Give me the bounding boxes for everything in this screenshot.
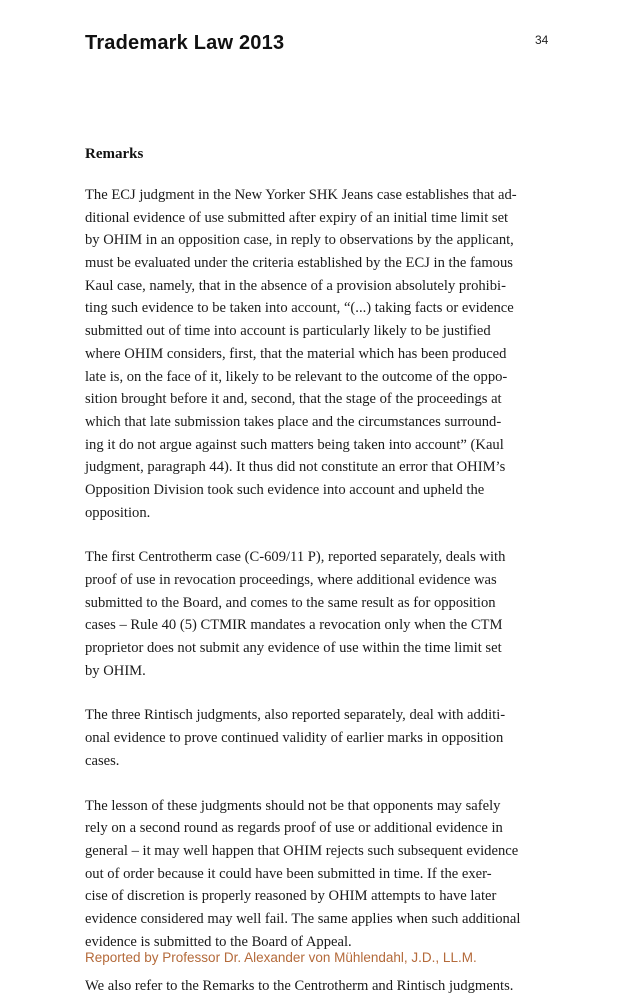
text-line: which that late submission takes place and the circumstances surround-: [85, 413, 502, 430]
text-line: The ECJ judgment in the New Yorker SHK Jeans case establishes that ad-: [85, 187, 517, 203]
text-line: out of order because it could have been submitted in time. If the exer-: [85, 865, 492, 882]
text-line: by OHIM in an opposition case, in reply to observations by the applicant,: [85, 232, 514, 249]
text-line: We also refer to the Remarks to the Centrotherm and Rintisch judgments.: [85, 978, 514, 995]
section-heading: Remarks: [85, 146, 144, 162]
text-line: opposition.: [85, 504, 151, 521]
text-line: submitted out of time into account is particularly likely to be justified: [85, 323, 491, 340]
paragraph: [85, 546, 555, 682]
text-line: evidence considered may well fail. The same applies when such additional: [85, 910, 521, 927]
text-line: evidence is submitted to the Board of Appeal.: [85, 933, 352, 950]
text-line: ditional evidence of use submitted after expiry of an initial time limit set: [85, 209, 509, 226]
text-line: must be evaluated under the criteria established by the ECJ in the famous: [85, 255, 513, 272]
author-credit: Reported by Professor Dr. Alexander von Mühlendahl, J.D., LL.M.: [85, 950, 477, 965]
paragraph: [85, 795, 555, 954]
text-line: submitted to the Board, and comes to the same result as for opposition: [85, 594, 496, 611]
text-line: proof of use in revocation proceedings, where additional evidence was: [85, 572, 497, 588]
text-line: onal evidence to prove continued validity of earlier marks in opposition: [85, 730, 504, 747]
text-line: sition brought before it and, second, that the stage of the proceedings at: [85, 391, 502, 408]
text-line: The first Centrotherm case (C-609/11 P), reported separately, deals with: [85, 549, 506, 566]
text-line: where OHIM considers, first, that the material which has been produced: [85, 345, 507, 362]
paragraph: [85, 975, 555, 998]
text-line: judgment, paragraph 44). It thus did not constitute an error that OHIM’s: [85, 459, 506, 476]
page-number: 34: [535, 33, 549, 47]
text-line: rely on a second round as regards proof of use or additional evidence in: [85, 820, 503, 837]
text-line: Opposition Division took such evidence into account and upheld the: [85, 481, 485, 498]
page-title: Trademark Law 2013: [85, 32, 285, 54]
paragraph: [85, 184, 555, 524]
text-line: The lesson of these judgments should not be that opponents may safely: [85, 797, 501, 814]
text-line: late is, on the face of it, likely to be relevant to the outcome of the oppo-: [85, 368, 508, 385]
paragraph-gap: [85, 773, 555, 795]
paragraph-gap: [85, 682, 555, 704]
text-line: Kaul case, namely, that in the absence of a provision absolutely prohibi-: [85, 277, 506, 294]
text-line: cases – Rule 40 (5) CTMIR mandates a revocation only when the CTM: [85, 617, 503, 634]
text-line: proprietor does not submit any evidence of use within the time limit set: [85, 640, 502, 657]
text-line: cise of discretion is properly reasoned by OHIM attempts to have later: [85, 888, 497, 905]
paragraph: [85, 704, 555, 772]
paragraph-gap: [85, 524, 555, 546]
text-line: general – it may well happen that OHIM rejects such subsequent evidence: [85, 842, 519, 859]
text-line: ing it do not argue against such matters being taken into account” (Kaul: [85, 436, 504, 453]
body-text: [85, 184, 555, 998]
text-line: The three Rintisch judgments, also reported separately, deal with additi-: [85, 707, 506, 724]
text-line: ting such evidence to be taken into account, “(...) taking facts or evidence: [85, 300, 514, 317]
text-line: by OHIM.: [85, 662, 146, 679]
text-line: cases.: [85, 752, 120, 769]
